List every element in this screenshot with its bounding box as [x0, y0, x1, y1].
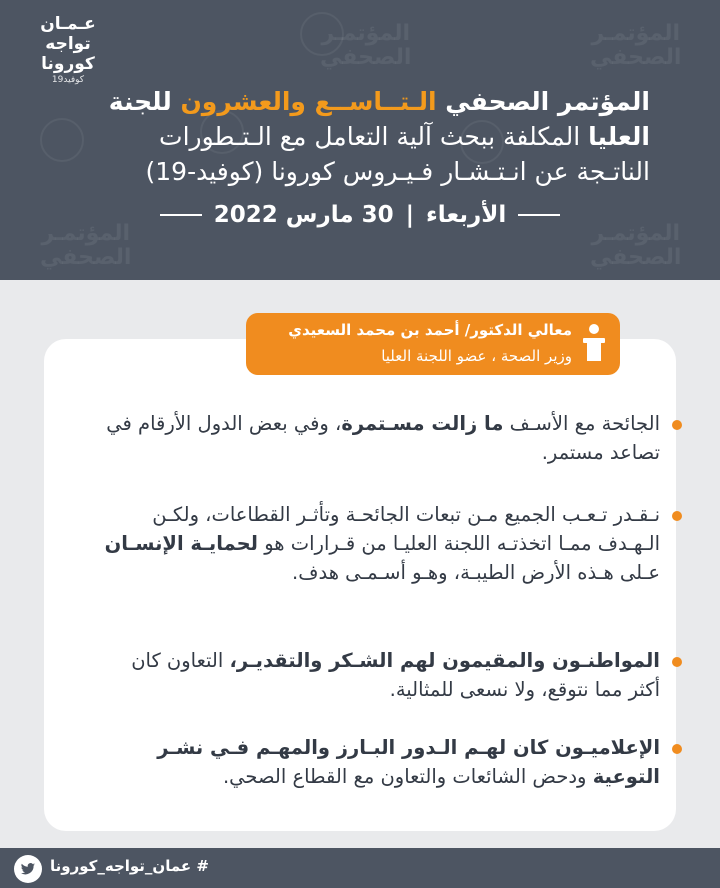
title-line-3: الناتـجة عن انـتـشـار فـيـروس كورونا (كوفيد-19) — [145, 157, 650, 186]
watermark-text: المؤتمـر الصحفي — [320, 21, 412, 71]
list-item: المواطنـون والمقيمون لهم الشـكر والتقديـر، التعاون كان أكثر مما نتوقع، ولا نسعى للمثالية. — [98, 646, 660, 704]
bullet-dot — [672, 420, 682, 430]
bullet-dot — [672, 744, 682, 754]
logo-line-3: كوفيد19 — [51, 75, 85, 85]
speaker-role: وزير الصحة ، عضو اللجنة العليا — [381, 347, 572, 365]
bullet-dot — [672, 657, 682, 667]
title-part-3: للجنة — [108, 87, 181, 116]
watermark-text: المؤتمـر الصحفي — [590, 221, 682, 271]
title-line-2: المكلفة ببحث آلية التعامل مع الـتـطورات — [159, 122, 589, 151]
hashtag-text[interactable]: # عمان_تواجه_كورونا — [50, 857, 209, 875]
title-line-2-bold: العليا — [588, 122, 650, 151]
date-row — [0, 198, 720, 232]
podium-speaker-icon — [580, 323, 608, 363]
speaker-badge — [246, 313, 620, 375]
watermark-text: المؤتمـر الصحفي — [40, 221, 132, 271]
watermark-text: المؤتمـر الصحفي — [590, 21, 682, 71]
divider — [518, 214, 560, 216]
logo-line-1: عـمـان — [40, 14, 96, 34]
header-banner — [0, 0, 720, 280]
oman-vs-corona-logo — [22, 14, 114, 84]
speaker-name: معالي الدكتور/ أحمد بن محمد السعيدي — [288, 321, 572, 339]
title-part-1: المؤتمر الصحفي — [436, 87, 650, 116]
list-item: الإعلاميـون كان لهـم الـدور البـارز والمهـم فـي نشـر التوعية ودحض الشائعات والتعاون مع القطاع الصحي. — [98, 733, 660, 791]
divider — [160, 214, 202, 216]
date-separator: | — [405, 202, 415, 228]
bullet-dot — [672, 511, 682, 521]
twitter-icon — [14, 855, 42, 883]
page-title — [50, 84, 650, 189]
list-item: نـقـدر تـعـب الجميع مـن تبعات الجائحـة وتأثـر القطاعات، ولكـن الـهـدف ممـا اتخذتـه اللجنة العليـا من قـرارات هو لحمايـة الإنسـان عـلى هـذه الأرض الطيبـة، وهـو أسـمـى هدف. — [98, 500, 660, 587]
title-highlight: الـتــاســع والعشرون — [180, 87, 437, 116]
date-full: 30 مارس 2022 — [213, 202, 394, 228]
date-day: الأربعاء — [426, 202, 507, 228]
twitter-link[interactable] — [14, 855, 42, 883]
list-item: الجائحة مع الأسـف ما زالت مسـتمرة، وفي بعض الدول الأرقام في تصاعد مستمر. — [98, 409, 660, 467]
logo-line-2: تواجه كورونا — [41, 34, 95, 74]
